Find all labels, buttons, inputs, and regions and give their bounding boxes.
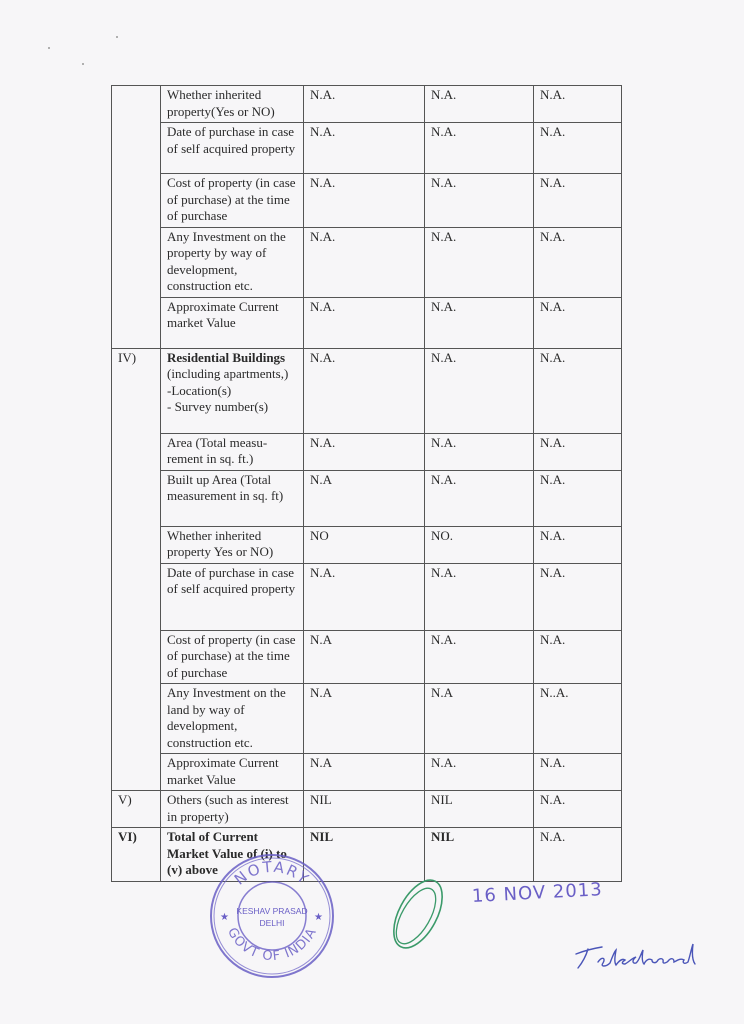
value-cell: N.A: [304, 630, 425, 684]
value-cell: NO.: [425, 526, 534, 563]
value-cell: N.A.: [534, 227, 622, 297]
row-label: Date of purchase in case of self acquired property: [161, 123, 304, 174]
row-number: [112, 86, 161, 349]
value-cell: N.A.: [534, 433, 622, 470]
row-label: Date of purchase in case of self acquired property: [161, 563, 304, 630]
notary-city: DELHI: [259, 918, 285, 928]
value-cell: N.A.: [304, 123, 425, 174]
star-icon: ★: [220, 912, 229, 923]
row-number: VI): [112, 828, 161, 882]
star-icon: ★: [314, 912, 323, 923]
value-cell: N.A.: [534, 470, 622, 526]
value-cell: N.A.: [534, 174, 622, 228]
row-label-line: - Survey number(s): [167, 399, 269, 414]
value-cell: N.A.: [304, 297, 425, 348]
value-cell: N.A.: [534, 123, 622, 174]
row-label-rest: (including apartments,): [167, 366, 289, 381]
table-row: [112, 174, 622, 228]
value-cell: N.A.: [425, 563, 534, 630]
value-cell: N.A.: [304, 86, 425, 123]
value-cell: N.A.: [534, 828, 622, 882]
value-cell: N.A.: [534, 526, 622, 563]
value-cell: N.A.: [425, 123, 534, 174]
row-label: Built up Area (Total measurement in sq. ft): [161, 470, 304, 526]
value-cell: N.A.: [425, 86, 534, 123]
value-cell: N.A.: [304, 433, 425, 470]
scan-speck: [116, 36, 118, 38]
notary-bottom-text: GOVT OF INDIA: [223, 925, 320, 965]
value-cell: N.A.: [534, 630, 622, 684]
value-cell: NO: [304, 526, 425, 563]
value-cell: N.A: [304, 470, 425, 526]
table-row: [112, 470, 622, 526]
table-row: [112, 86, 622, 123]
date-stamp: 16 NOV 2013: [471, 879, 604, 907]
value-cell: N.A.: [534, 86, 622, 123]
value-cell: N.A.: [425, 470, 534, 526]
value-cell: N..A.: [534, 684, 622, 754]
value-cell: N.A.: [425, 754, 534, 791]
value-cell: N.A: [304, 684, 425, 754]
table-row: [112, 563, 622, 630]
value-cell: N.A.: [534, 563, 622, 630]
value-cell: N.A.: [425, 630, 534, 684]
svg-text:GOVT OF INDIA: [224, 925, 320, 964]
row-label: Cost of property (in case of purchase) at the time of purchase: [161, 174, 304, 228]
row-number: V): [112, 791, 161, 828]
table-row: [112, 297, 622, 348]
table-row: [112, 227, 622, 297]
row-label: Others (such as interest in property): [161, 791, 304, 828]
row-label: [161, 348, 304, 433]
row-number: IV): [112, 348, 161, 791]
value-cell: NIL: [304, 791, 425, 828]
notary-seal: [208, 852, 336, 980]
value-cell: N.A.: [304, 348, 425, 433]
row-label: Whether inherited property(Yes or NO): [161, 86, 304, 123]
row-label: Approximate Current market Value: [161, 297, 304, 348]
table-row: [112, 526, 622, 563]
assets-table: [111, 85, 622, 882]
row-label: Whether inherited property Yes or NO): [161, 526, 304, 563]
value-cell: N.A.: [425, 433, 534, 470]
table-row: [112, 348, 622, 433]
value-cell: N.A: [304, 754, 425, 791]
value-cell: N.A.: [304, 563, 425, 630]
table-row: [112, 630, 622, 684]
signature: [572, 936, 702, 976]
value-cell: N.A.: [534, 791, 622, 828]
notary-name: KESHAV PRASAD: [236, 906, 308, 916]
table-row: [112, 828, 622, 882]
value-cell: NIL: [304, 828, 425, 882]
value-cell: N.A.: [534, 754, 622, 791]
value-cell: N.A.: [425, 348, 534, 433]
table-row: [112, 684, 622, 754]
notary-top-text: NOTARY: [230, 857, 314, 889]
value-cell: N.A.: [534, 348, 622, 433]
table-row: [112, 791, 622, 828]
row-label-line: -Location(s): [167, 382, 232, 398]
value-cell: N.A.: [425, 174, 534, 228]
row-label: Total of Current Market Value of (i) to (v) above: [161, 828, 304, 882]
value-cell: N.A.: [425, 227, 534, 297]
row-label: Area (Total measu-rement in sq. ft.): [161, 433, 304, 470]
table-row: [112, 123, 622, 174]
row-label: Any Investment on the land by way of development, construction etc.: [161, 684, 304, 754]
row-label: Any Investment on the property by way of development, construction etc.: [161, 227, 304, 297]
value-cell: NIL: [425, 791, 534, 828]
initials-mark: [388, 874, 446, 954]
scan-speck: [82, 63, 84, 65]
scan-speck: [48, 47, 50, 49]
value-cell: N.A.: [304, 227, 425, 297]
value-cell: N.A.: [534, 297, 622, 348]
value-cell: N.A: [425, 684, 534, 754]
value-cell: NIL: [425, 828, 534, 882]
value-cell: N.A.: [425, 297, 534, 348]
table-row: [112, 433, 622, 470]
table-row: [112, 754, 622, 791]
row-label-bold: Residential Buildings: [167, 349, 286, 365]
row-label: Cost of property (in case of purchase) at the time of purchase: [161, 630, 304, 684]
value-cell: N.A.: [304, 174, 425, 228]
row-label: Approximate Current market Value: [161, 754, 304, 791]
